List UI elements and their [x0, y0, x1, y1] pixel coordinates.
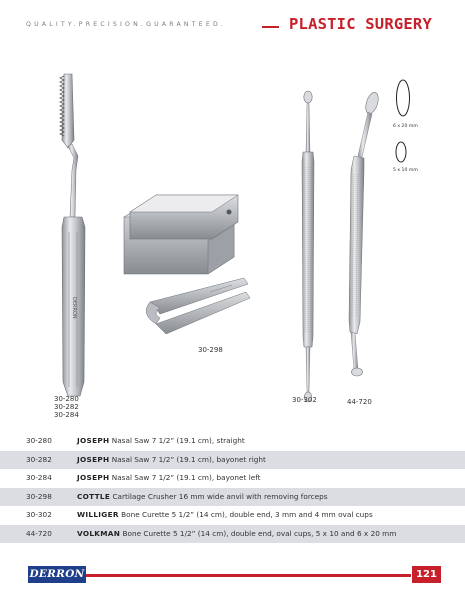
svg-text:DERRON: DERRON [71, 297, 77, 319]
header-rule [262, 26, 279, 28]
oval-cup-small [396, 142, 406, 162]
product-description [77, 451, 266, 470]
product-detail: Nasal Saw 7 1/2” (19.1 cm), bayonet right [111, 454, 266, 464]
product-code: 30-284 [26, 473, 52, 482]
product-description [77, 506, 373, 525]
product-detail: Nasal Saw 7 1/2” (19.1 cm), straight [111, 436, 245, 445]
saw-code-2: 30-282 [54, 403, 79, 411]
nasal-saw-image [60, 74, 85, 396]
table-row [0, 469, 465, 488]
curette-code-2: 44-720 [347, 398, 372, 406]
williger-curette-image [302, 91, 314, 402]
page-number: 121 [412, 566, 441, 583]
product-detail: Bone Curette 5 1/2” (14 cm), double end, 3 mm and 4 mm oval cups [121, 510, 373, 519]
product-detail: Bone Curette 5 1/2” (14 cm), double end, oval cups, 5 x 10 and 6 x 20 mm [122, 528, 397, 538]
table-row [0, 506, 465, 525]
curette-code-1: 30-302 [292, 396, 317, 404]
product-description [77, 432, 245, 451]
table-row [0, 432, 465, 451]
product-code: 30-280 [26, 436, 52, 445]
product-name: JOSEPH [77, 436, 110, 445]
product-code: 30-302 [26, 510, 52, 519]
product-code: 30-298 [26, 491, 52, 501]
saw-codes [54, 395, 79, 419]
tagline: QUALITY.PRECISION.GUARANTEED. [26, 21, 227, 28]
product-name: JOSEPH [77, 473, 110, 482]
product-name: VOLKMAN [77, 528, 121, 538]
saw-code-1: 30-280 [54, 395, 79, 403]
footer-rule [86, 574, 411, 577]
product-detail: Cartilage Crusher 16 mm wide anvil with removing forceps [112, 491, 328, 501]
product-description [77, 469, 261, 488]
oval-large-label: 6 x 20 mm [393, 124, 418, 129]
product-name: JOSEPH [77, 454, 110, 464]
saw-code-3: 30-284 [54, 411, 79, 419]
page-title: PLASTIC SURGERY [289, 15, 432, 33]
table-row [0, 451, 465, 470]
brand-logo: DERRON [28, 566, 86, 583]
product-detail: Nasal Saw 7 1/2” (19.1 cm), bayonet left [111, 473, 261, 482]
product-description [77, 525, 396, 544]
product-photos [0, 52, 465, 427]
cartilage-crusher-image [124, 195, 250, 334]
table-row [0, 525, 465, 544]
product-code: 44-720 [26, 528, 52, 538]
product-table [0, 432, 465, 543]
product-name: COTTLE [77, 491, 111, 501]
oval-small-label: 5 x 10 mm [393, 168, 418, 173]
product-code: 30-282 [26, 454, 52, 464]
product-name: WILLIGER [77, 510, 119, 519]
oval-cup-large [397, 80, 410, 116]
crusher-code: 30-298 [198, 346, 223, 354]
table-row [0, 488, 465, 507]
product-description [77, 488, 328, 507]
volkman-curette-image [349, 91, 381, 376]
instruments-illustration [0, 52, 465, 427]
